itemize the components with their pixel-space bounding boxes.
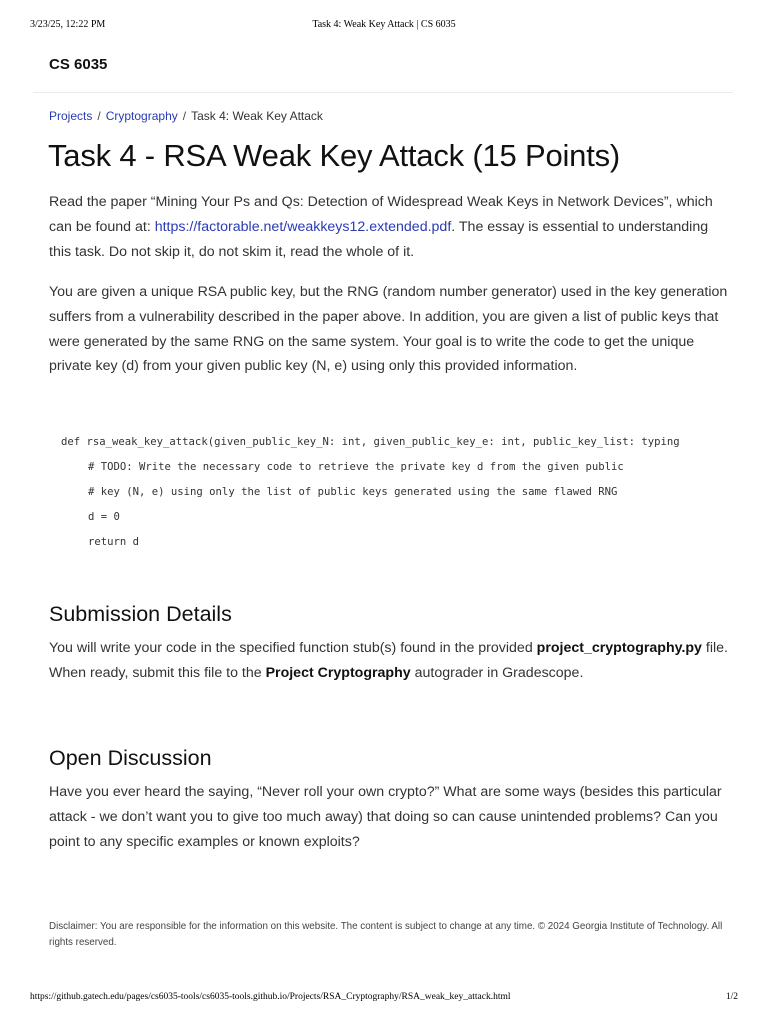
print-header [0,19,768,33]
intro-paragraph [49,190,729,264]
submission-text: You will write your code in the specified function stub(s) found in the provided [49,640,537,656]
print-page-number: 1/2 [725,992,738,1002]
discussion-paragraph: Have you ever heard the saying, “Never roll your own crypto?” What are some ways (besides this particular attack - we don’t want you to give too much away) that doing so can cause unintended problems? Can you point to any specific examples or known exploits? [49,784,722,850]
breadcrumb-current: Task 4: Weak Key Attack [191,109,323,123]
breadcrumb-separator: / [182,109,187,123]
submission-text: autograder in Gradescope. [410,664,584,681]
code-line: # key (N, e) using only the list of public keys generated using the same flawed RNG [88,486,618,498]
code-line: d = 0 [88,511,120,523]
code-block [49,424,721,574]
print-url: https://github.gatech.edu/pages/cs6035-tools/cs6035-tools.github.io/Projects/RSA_Cryptography/RSA_weak_key_attack.html [30,992,511,1002]
breadcrumb [49,109,323,123]
breadcrumb-cryptography-link[interactable]: Cryptography [105,109,178,123]
breadcrumb-separator: / [97,109,101,123]
submission-file-name: project_cryptography.py [536,640,702,656]
page-title: Task 4 - RSA Weak Key Attack (15 Points) [48,138,621,173]
print-page-title: Task 4: Weak Key Attack | CS 6035 [312,19,456,30]
submission-text: file. When ready, submit this file to the [49,640,728,681]
code-line: # TODO: Write the necessary code to retrieve the private key d from the given public [88,461,624,473]
site-title[interactable]: CS 6035 [49,56,108,73]
code-line: return d [88,536,140,548]
intro-text-before: Read the paper “Mining Your Ps and Qs: Detection of Widespread Weak Keys in Network Devices”, which can be found at: [49,194,713,235]
header-divider [33,92,733,93]
intro-text-after: . The essay is essential to understanding this task. Do not skip it, do not skim it, read the whole of it. [49,218,709,260]
submission-paragraph [49,636,729,686]
breadcrumb-projects-link[interactable]: Projects [49,109,93,123]
autograder-name: Project Cryptography [265,664,411,681]
task-description: You are given a unique RSA public key, but the RNG (random number generator) used in the key generation suffers from a vulnerability described in the paper above. In addition, you are given a list of public keys that were generated by the same RNG on the same system. Your goal is to write the code to get the unique private key (d) from your given public key (N, e) using only this provided information. [49,284,728,375]
disclaimer: Disclaimer: You are responsible for the information on this website. The content is subject to change at any time. © 2024 Georgia Institute of Technology. All rights reserved. [49,921,723,948]
code-line: def rsa_weak_key_attack(given_public_key_N: int, given_public_key_e: int, public_key_list: typing [61,436,680,448]
discussion-heading: Open Discussion [49,746,212,770]
paper-link[interactable]: https://factorable.net/weakkeys12.extended.pdf [154,218,452,235]
print-footer [0,992,768,1006]
print-date: 3/23/25, 12:22 PM [30,19,106,30]
submission-heading: Submission Details [49,602,232,626]
